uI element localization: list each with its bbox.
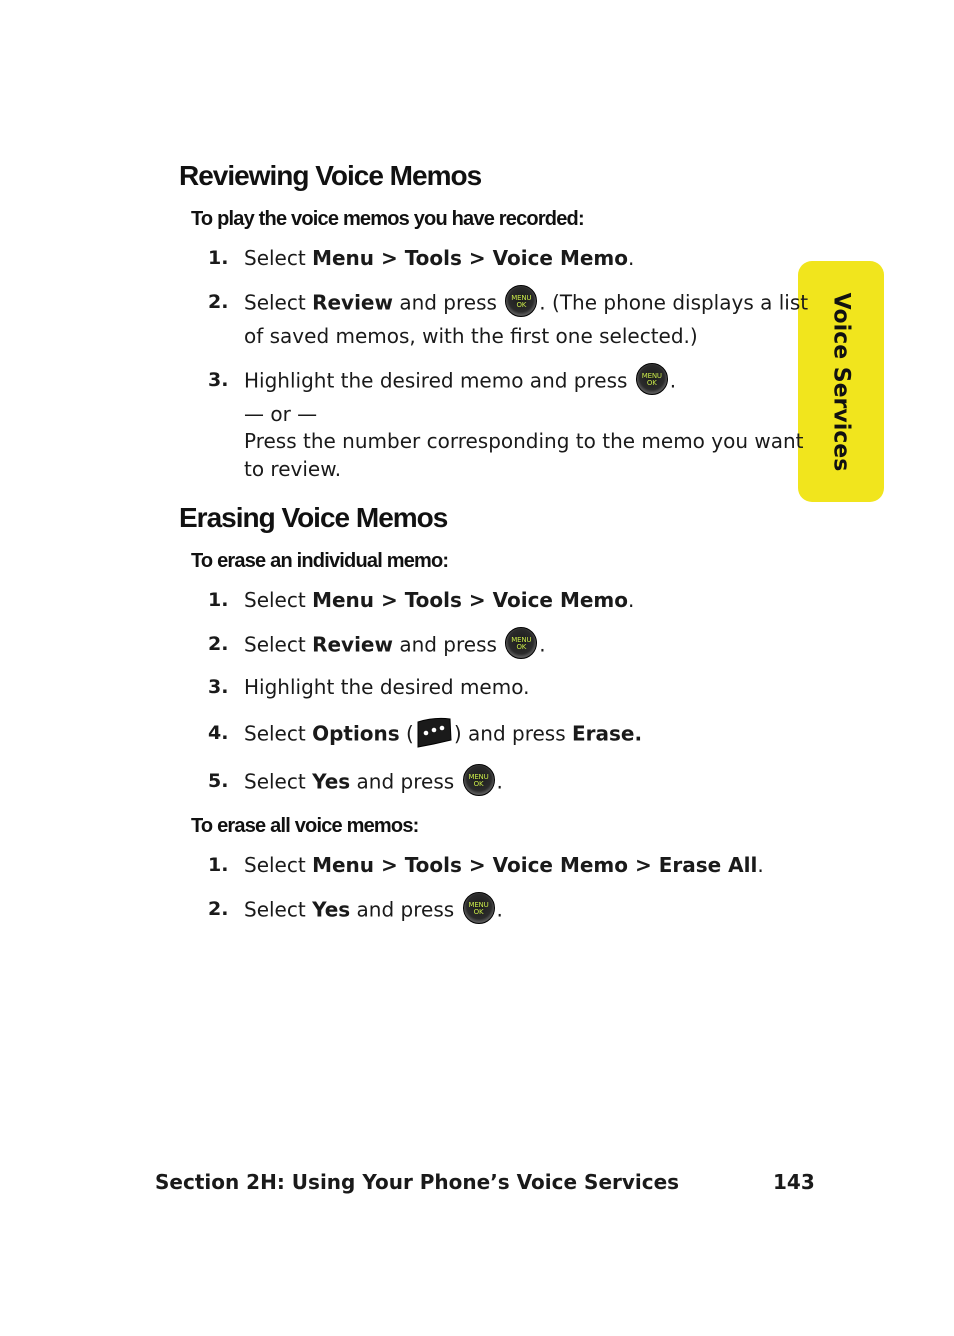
side-tab	[798, 261, 884, 502]
menu-ok-button-icon: MENU OK	[463, 764, 495, 796]
step-continuation: to review.	[244, 457, 342, 481]
step-continuation: Press the number corresponding to the memo you want	[244, 429, 804, 453]
step-continuation: of saved memos, with the first one selected.)	[244, 324, 698, 348]
menu-ok-button-icon: MENU OK	[636, 363, 668, 395]
section-heading-reviewing: Reviewing Voice Memos	[179, 160, 482, 191]
footer-section-title: Section 2H: Using Your Phone’s Voice Services	[155, 1170, 680, 1194]
menu-ok-button-icon: MENU OK	[463, 892, 495, 924]
section-intro: To erase all voice memos:	[191, 815, 419, 837]
or-separator: — or —	[244, 402, 318, 426]
menu-ok-button-icon: MENU OK	[505, 627, 537, 659]
side-tab-label: Voice Services	[828, 292, 854, 471]
section-intro: To play the voice memos you have recorded:	[191, 208, 584, 230]
section-heading-erasing: Erasing Voice Memos	[179, 502, 448, 533]
section-intro: To erase an individual memo:	[191, 550, 449, 572]
page-number: 143	[773, 1170, 815, 1194]
menu-ok-button-icon: MENU OK	[505, 285, 537, 317]
options-key-icon	[415, 716, 453, 748]
